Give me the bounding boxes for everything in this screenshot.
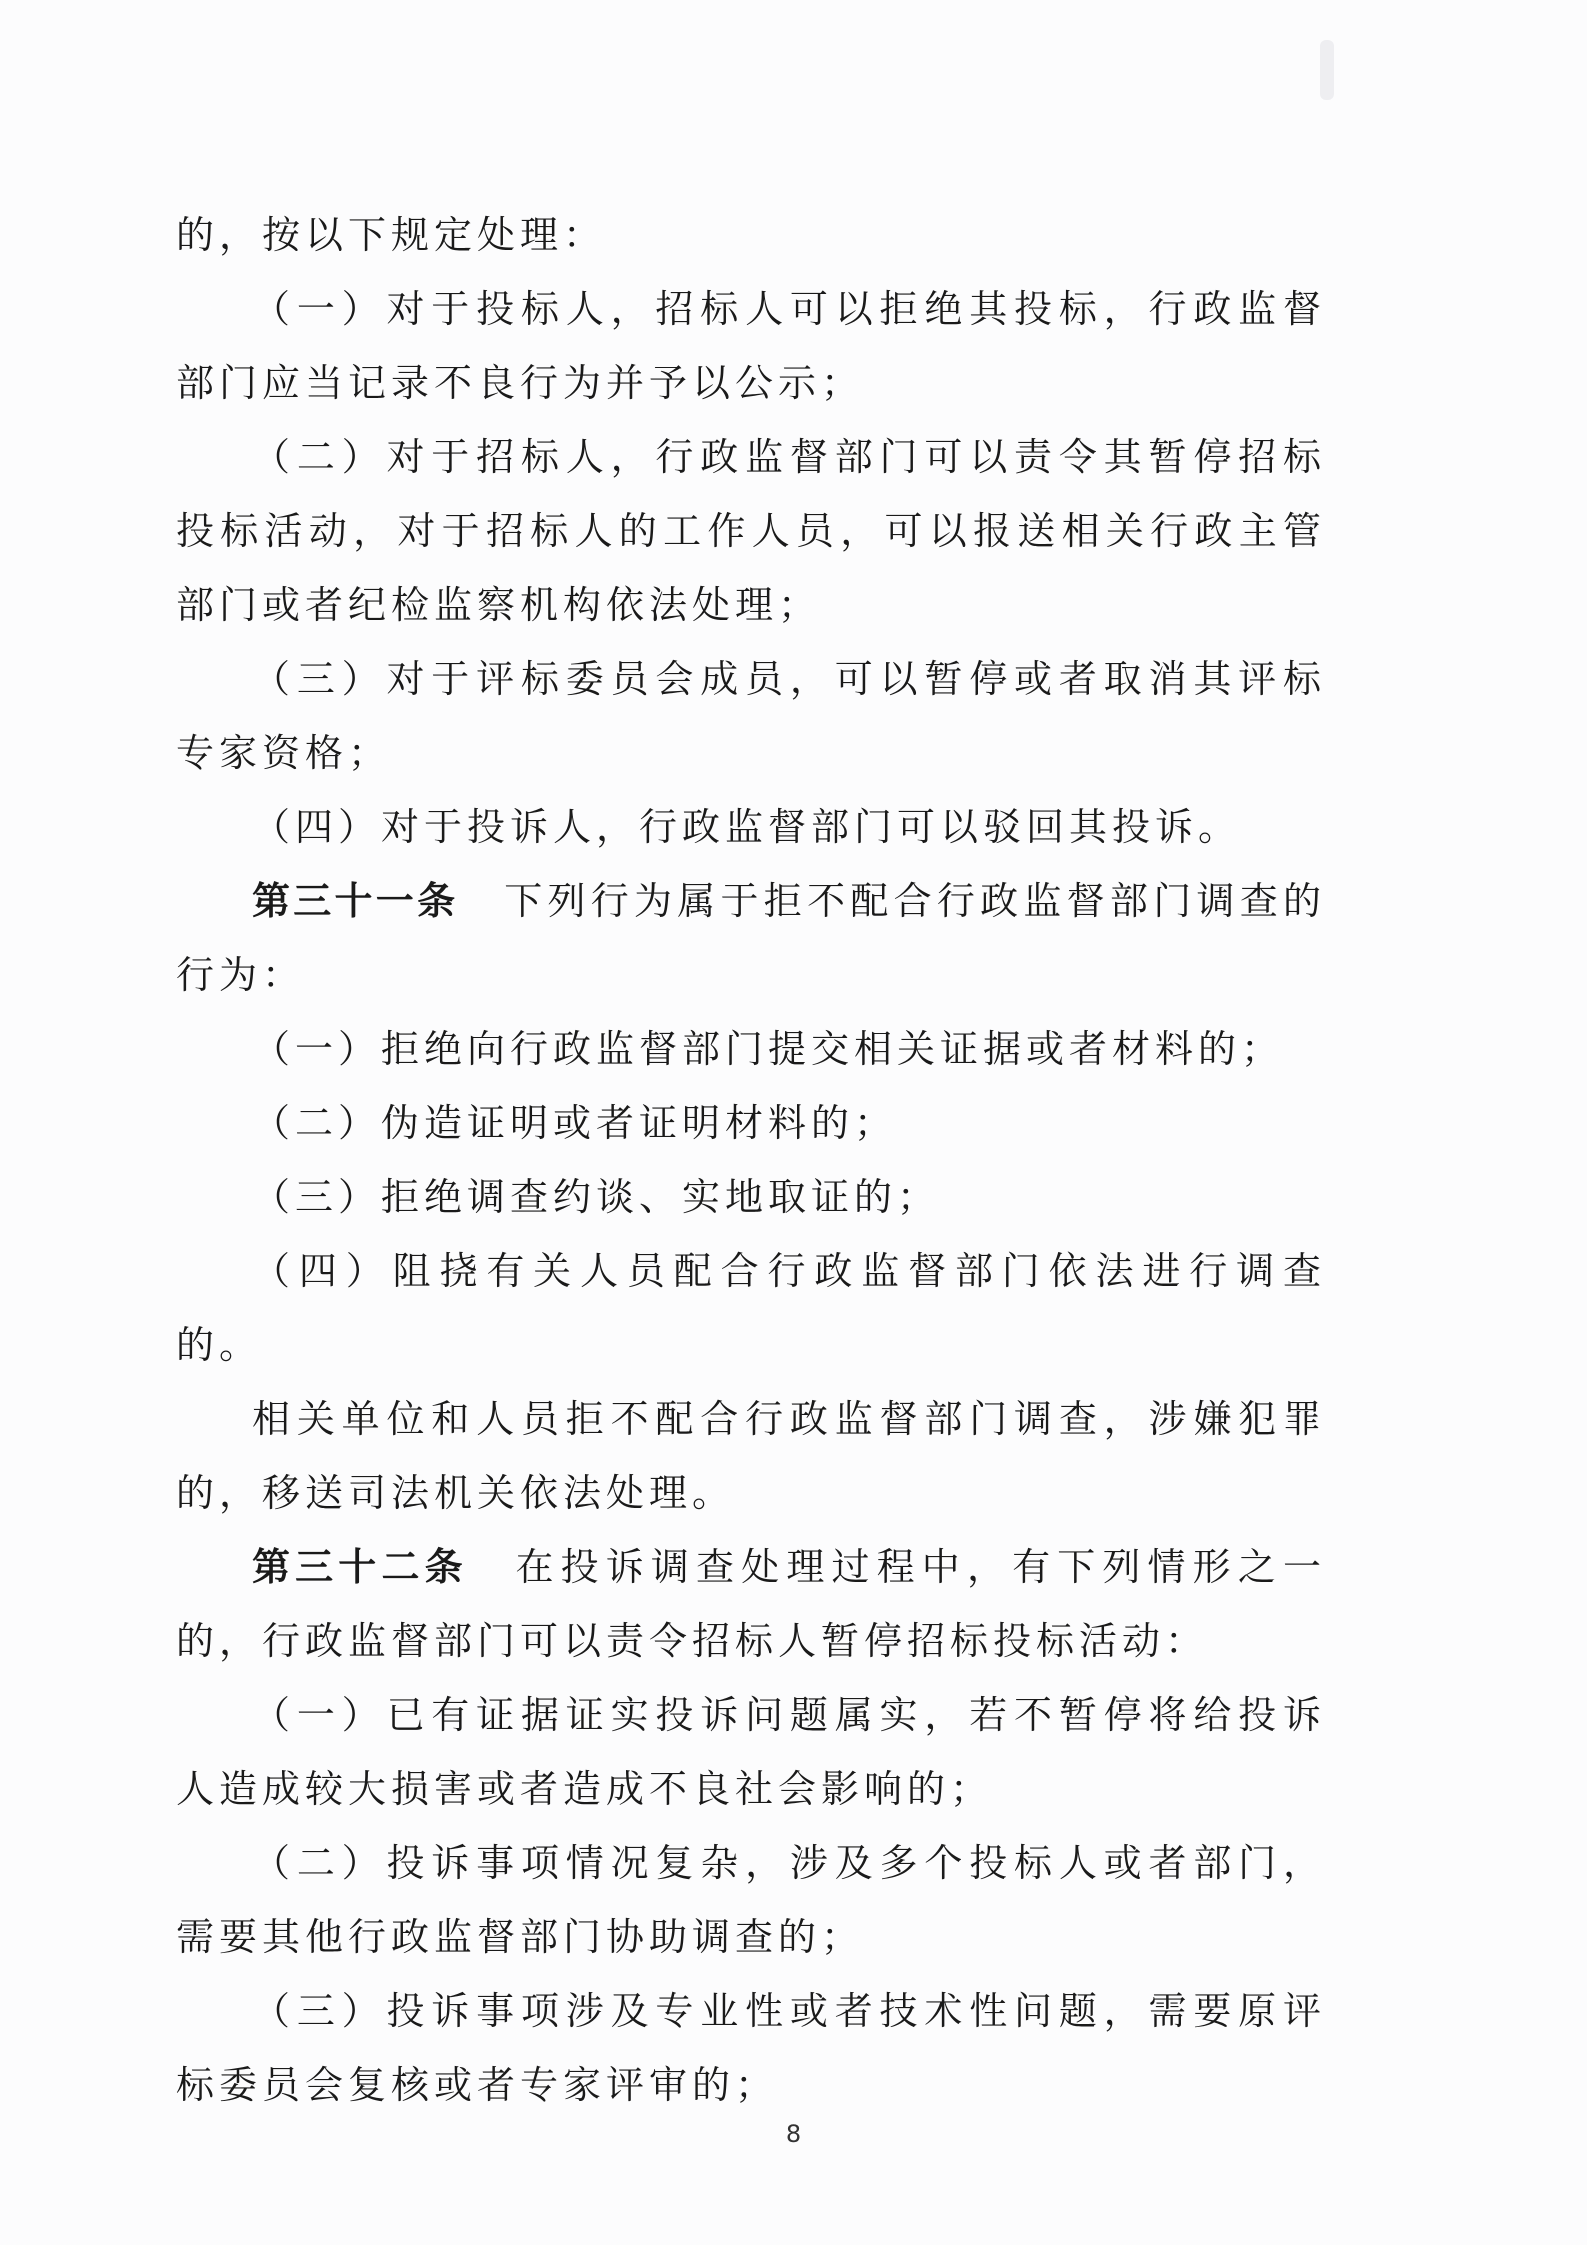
paragraph-item-2: （二）对于招标人，行政监督部门可以责令其暂停招标投标活动，对于招标人的工作人员，可以报送相关行政主管部门或者纪检监察机构依法处理；: [176, 435, 1326, 627]
paragraph-item-1: （一）对于投标人，招标人可以拒绝其投标，行政监督部门应当记录不良行为并予以公示；: [176, 287, 1326, 405]
article-31-item-1: （一）拒绝向行政监督部门提交相关证据或者材料的；: [252, 1027, 1285, 1071]
article-32-item-3: （三）投诉事项涉及专业性或者技术性问题，需要原评标委员会复核或者专家评审的；: [176, 1989, 1326, 2107]
page-number: 8: [785, 2120, 802, 2148]
article-31-item-3: （三）拒绝调查约谈、实地取证的；: [252, 1175, 941, 1219]
article-31-text: 下列行为属于拒不配合行政监督部门调查的行为：: [176, 879, 1326, 997]
article-32-item-1: （一）已有证据证实投诉问题属实，若不暂停将给投诉人造成较大损害或者造成不良社会影响的；: [176, 1693, 1326, 1811]
article-31-note: 相关单位和人员拒不配合行政监督部门调查，涉嫌犯罪的，移送司法机关依法处理。: [176, 1397, 1326, 1515]
article-31-label: 第三十一条: [252, 879, 459, 923]
paragraph-item-4: （四）对于投诉人，行政监督部门可以驳回其投诉。: [252, 805, 1242, 849]
article-31-item-4: （四）阻挠有关人员配合行政监督部门依法进行调查的。: [176, 1249, 1326, 1367]
article-32-item-2: （二）投诉事项情况复杂，涉及多个投标人或者部门，需要其他行政监督部门协助调查的；: [176, 1841, 1326, 1959]
article-31: [176, 864, 1326, 1012]
article-32-text: 在投诉调查处理过程中，有下列情形之一的，行政监督部门可以责令招标人暂停招标投标活动：: [176, 1545, 1326, 1663]
paragraph-continuation: 的，按以下规定处理：: [176, 213, 607, 257]
article-31-item-2: （二）伪造证明或者证明材料的；: [252, 1101, 898, 1145]
article-32-label: 第三十二条: [252, 1545, 468, 1589]
scan-artifact: [1320, 40, 1334, 100]
document-body: [176, 198, 1326, 2122]
article-32: [176, 1530, 1326, 1678]
paragraph-item-3: （三）对于评标委员会成员，可以暂停或者取消其评标专家资格；: [176, 657, 1326, 775]
